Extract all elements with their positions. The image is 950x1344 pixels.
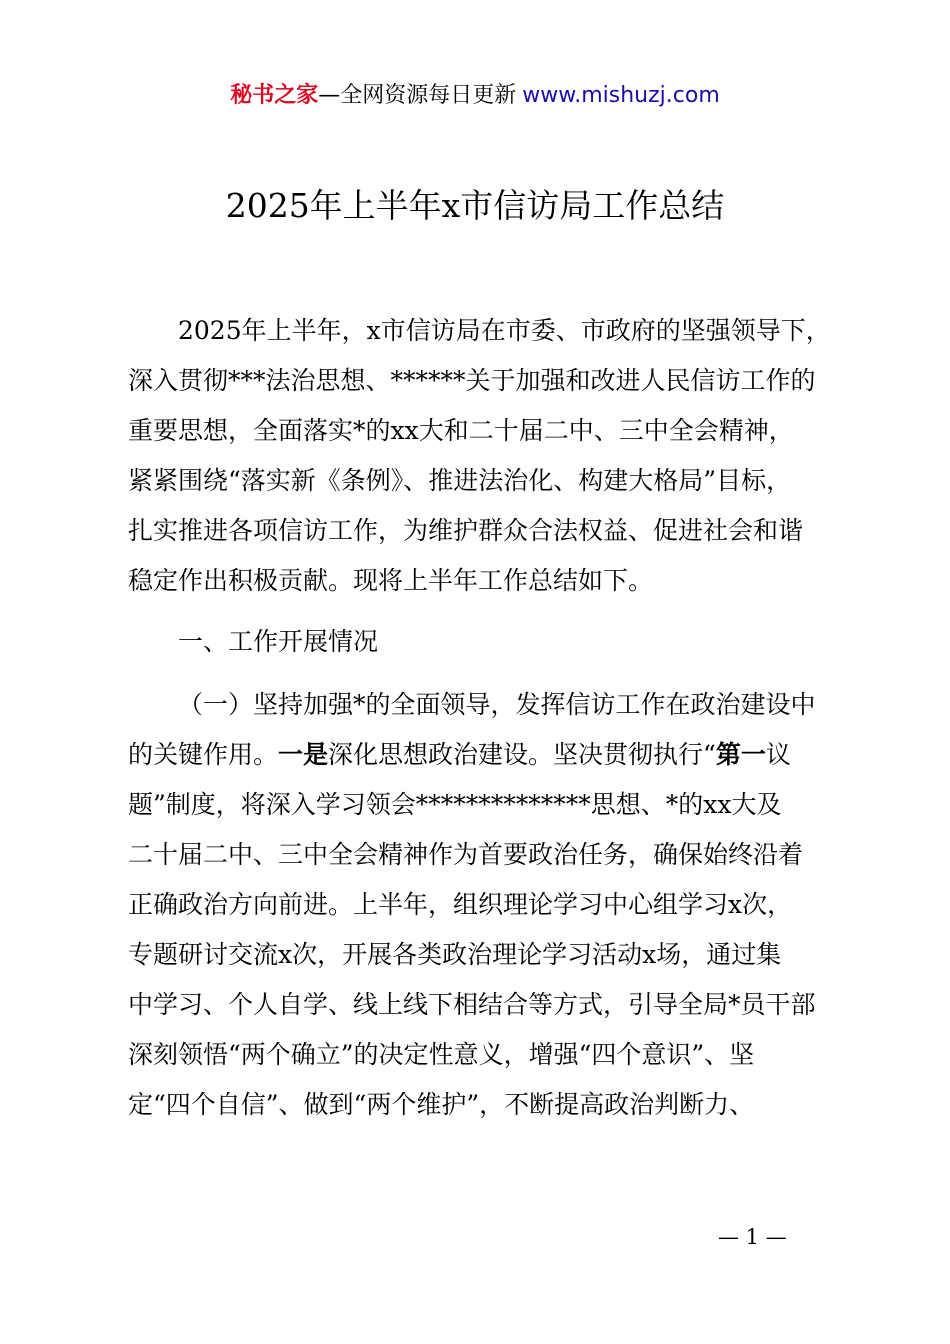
paragraph-line: 二十届二中、三中全会精神作为首要政治任务，确保始终沿着 <box>128 840 804 869</box>
paragraph-line: 专题研讨交流x次，开展各类政治理论学习活动x场，通过集 <box>128 940 782 969</box>
paragraph-line: （一）坚持加强*的全面领导，发挥信访工作在政治建设中 <box>178 690 816 719</box>
paragraph-line: 深刻领悟“两个确立”的决定性意义，增强“四个意识”、坚 <box>128 1040 755 1069</box>
site-url-link[interactable]: www.mishuzj.com <box>522 83 720 108</box>
paragraph-line: 题”制度，将深入学习领会**************思想、*的xx大及 <box>128 790 782 819</box>
line-text: 议 <box>765 740 791 769</box>
paragraph-line <box>128 730 858 780</box>
site-tagline: —全网资源每日更新 <box>318 83 517 108</box>
intro-paragraph <box>128 306 858 606</box>
paragraph-line: 紧紧围绕“落实新《条例》、推进法治化、构建大格局”目标， <box>128 466 792 495</box>
section-heading <box>128 617 858 667</box>
bold-marker: 第一 <box>715 740 766 769</box>
paragraph-line: 扎实推进各项信访工作，为维护群众合法权益、促进社会和谐 <box>128 516 804 545</box>
site-brand: 秘书之家 <box>230 83 319 108</box>
document-title: 2025年上半年x市信访局工作总结 <box>225 186 725 225</box>
line-text: 深化思想政治建设。坚决贯彻执行“ <box>328 740 716 769</box>
line-text: 的关键作用。 <box>128 740 279 769</box>
paragraph-line: 重要思想，全面落实*的xx大和二十届二中、三中全会精神， <box>128 416 794 445</box>
paragraph-line: 稳定作出积极贡献。现将上半年工作总结如下。 <box>128 566 654 595</box>
site-header <box>0 80 950 112</box>
body-paragraph <box>128 680 858 1130</box>
page-number: — 1 — <box>718 1225 787 1249</box>
paragraph-line: 正确政治方向前进。上半年，组织理论学习中心组学习x次， <box>128 890 793 919</box>
section-heading-text: 一、工作开展情况 <box>178 627 379 656</box>
paragraph-line: 中学习、个人自学、线上线下相结合等方式，引导全局*员干部 <box>128 990 816 1019</box>
paragraph-line: 2025年上半年，x市信访局在市委、市政府的坚强领导下， <box>178 316 831 345</box>
bold-marker: 一是 <box>278 740 329 769</box>
paragraph-line: 深入贯彻***法治思想、******关于加强和改进人民信访工作的 <box>128 366 816 395</box>
paragraph-line: 定“四个自信”、做到“两个维护”，不断提高政治判断力、 <box>128 1090 755 1119</box>
